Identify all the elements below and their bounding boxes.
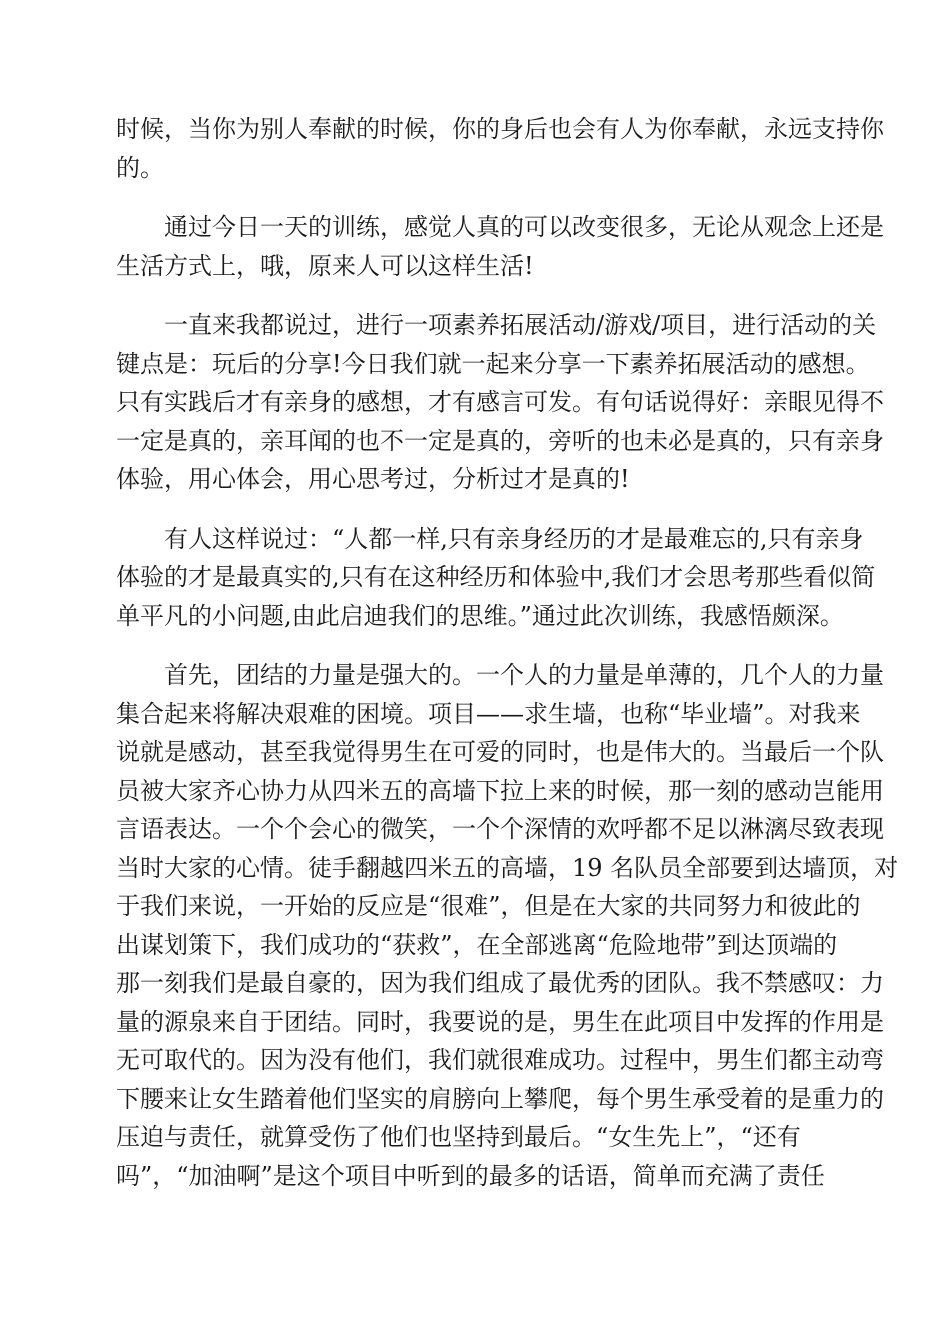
paragraph-line: 生活方式上，哦，原来人可以这样生活!	[116, 251, 534, 280]
paragraph-line: 的。	[116, 153, 164, 182]
paragraph-line: 单平凡的小问题,由此启迪我们的思维。”通过此次训练，我感悟颇深。	[116, 601, 844, 630]
paragraph-line: 说就是感动，甚至我觉得男生在可爱的同时，也是伟大的。当最后一个队	[116, 738, 884, 766]
paragraph-line: 时候，当你为别人奉献的时候，你的身后也会有人为你奉献，永远支持你	[116, 115, 884, 143]
paragraph-5	[116, 656, 899, 1195]
paragraph-1	[116, 110, 884, 187]
paragraph-line: 有人这样说过：“人都一样,只有亲身经历的才是最难忘的,只有亲身	[164, 524, 864, 553]
paragraph-line: 于我们来说，一开始的反应是“很难”，但是在大家的共同努力和彼此的	[116, 892, 861, 920]
paragraph-line: 体验的才是最真实的,只有在这种经历和体验中,我们才会思考那些看似简	[116, 563, 876, 591]
paragraph-line: 言语表达。一个个会心的微笑，一个个深情的欢呼都不足以淋漓尽致表现	[116, 815, 884, 843]
paragraph-2	[116, 208, 884, 285]
paragraph-line: 下腰来让女生踏着他们坚实的肩膀向上攀爬，每个男生承受着的是重力的	[116, 1084, 884, 1113]
paragraph-line: 员被大家齐心协力从四米五的高墙下拉上来的时候，那一刻的感动岂能用	[116, 776, 884, 805]
paragraph-line: 一定是真的，亲耳闻的也不一定是真的，旁听的也未必是真的，只有亲身	[116, 426, 884, 455]
paragraph-line: 压迫与责任，就算受伤了他们也坚持到最后。“女生先上”，“还有	[116, 1123, 801, 1151]
paragraph-line: 键点是：玩后的分享!今日我们就一起来分享一下素养拓展活动的感想。	[116, 349, 870, 378]
paragraph-line: 首先，团结的力量是强大的。一个人的力量是单薄的，几个人的力量	[164, 661, 884, 689]
paragraph-4	[116, 520, 876, 636]
paragraph-line: 那一刻我们是最自豪的，因为我们组成了最优秀的团队。我不禁感叹：力	[116, 969, 884, 997]
paragraph-line: 只有实践后才有亲身的感想，才有感言可发。有句话说得好：亲眼见得不	[116, 388, 884, 416]
body-text	[116, 110, 899, 1195]
paragraph-line: 量的源泉来自于团结。同时，我要说的是，男生在此项目中发挥的作用是	[116, 1007, 884, 1036]
paragraph-line: 一直来我都说过，进行一项素养拓展活动/游戏/项目，进行活动的关	[164, 311, 877, 339]
paragraph-line: 当时大家的心情。徒手翻越四米五的高墙，19 名队员全部要到达墙顶，对	[116, 853, 899, 882]
paragraph-3	[116, 306, 884, 499]
paragraph-line: 体验，用心体会，用心思考过，分析过才是真的!	[116, 465, 630, 493]
paragraph-line: 出谋划策下，我们成功的“获救”，在全部逃离“危险地带”到达顶端的	[116, 930, 838, 959]
paragraph-line: 无可取代的。因为没有他们，我们就很难成功。过程中，男生们都主动弯	[116, 1046, 884, 1074]
paragraph-line: 通过今日一天的训练，感觉人真的可以改变很多，无论从观念上还是	[164, 213, 884, 241]
paragraph-line: 吗”，“加油啊”是这个项目中听到的最多的话语，简单而充满了责任	[116, 1161, 825, 1190]
paragraph-line: 集合起来将解决艰难的困境。项目——求生墙，也称“毕业墙”。对我来	[116, 699, 861, 728]
